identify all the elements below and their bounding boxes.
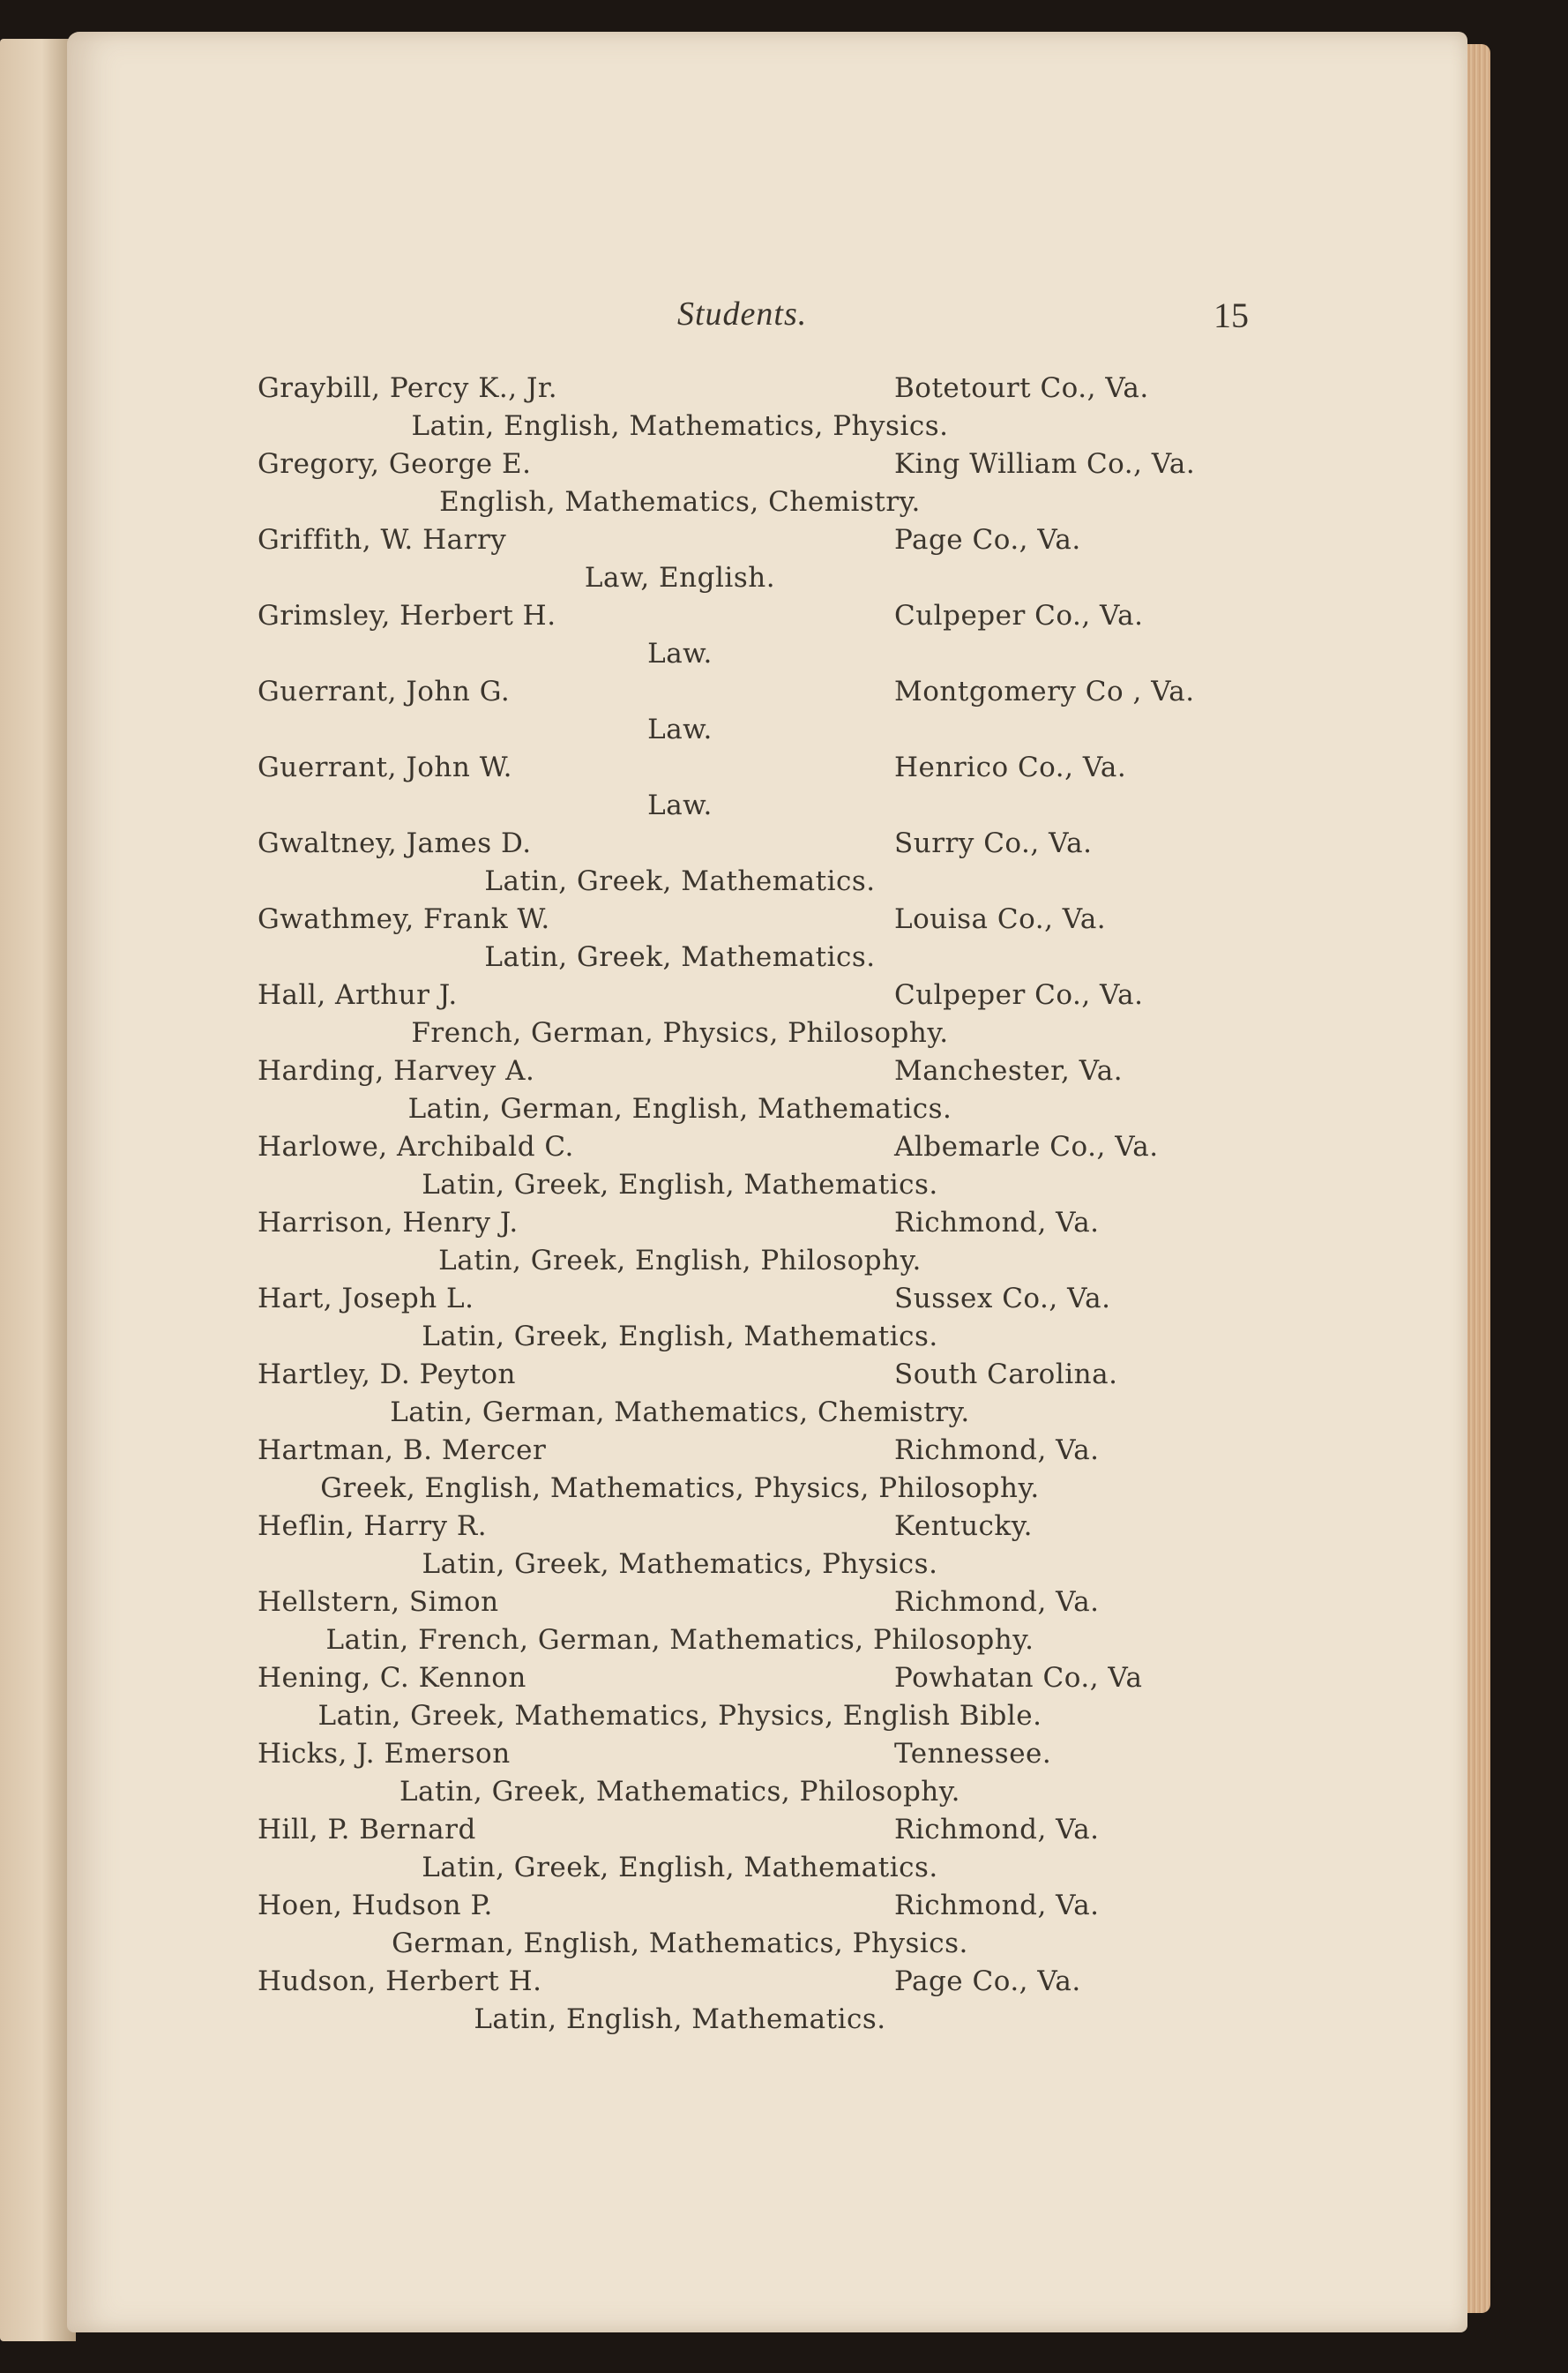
- student-name-row: [67, 1131, 1467, 1169]
- student-courses: Latin, Greek, English, Mathematics.: [422, 1852, 938, 1883]
- student-courses-row: [67, 1321, 1467, 1359]
- student-name: Heflin, Harry R.: [258, 1510, 488, 1542]
- student-courses-row: [67, 1928, 1467, 1965]
- student-home: Richmond, Va.: [894, 1586, 1100, 1618]
- student-home: Culpeper Co., Va.: [894, 600, 1144, 632]
- student-courses: Latin, German, English, Mathematics.: [407, 1093, 952, 1125]
- student-home: Surry Co., Va.: [894, 827, 1093, 859]
- student-list: [67, 372, 1467, 2041]
- student-courses-row: [67, 1852, 1467, 1890]
- student-home: Montgomery Co , Va.: [894, 676, 1195, 707]
- student-name: Hartman, B. Mercer: [258, 1434, 547, 1466]
- student-entry: [67, 1283, 1467, 1359]
- student-name: Hellstern, Simon: [258, 1586, 499, 1618]
- student-entry: [67, 1207, 1467, 1283]
- student-name-row: [67, 979, 1467, 1017]
- student-courses: Latin, German, Mathematics, Chemistry.: [390, 1396, 970, 1428]
- student-courses-row: [67, 714, 1467, 752]
- student-home: Kentucky.: [894, 1510, 1033, 1542]
- student-name-row: [67, 448, 1467, 486]
- student-entry: [67, 827, 1467, 903]
- student-courses: Law, English.: [584, 562, 776, 594]
- student-courses-row: [67, 1700, 1467, 1738]
- student-name-row: [67, 676, 1467, 714]
- student-name-row: [67, 903, 1467, 941]
- student-name-row: [67, 1662, 1467, 1700]
- student-name-row: [67, 1359, 1467, 1396]
- student-name-row: [67, 1510, 1467, 1548]
- student-courses-row: [67, 638, 1467, 676]
- student-name-row: [67, 1434, 1467, 1472]
- student-entry: [67, 600, 1467, 676]
- student-name: Harrison, Henry J.: [258, 1207, 519, 1239]
- left-page-edge: [0, 39, 76, 2341]
- student-courses: Law.: [647, 714, 713, 745]
- student-entry: [67, 903, 1467, 979]
- student-courses-row: [67, 1093, 1467, 1131]
- student-courses-row: [67, 2003, 1467, 2041]
- student-name-row: [67, 1055, 1467, 1093]
- student-entry: [67, 372, 1467, 448]
- student-courses-row: [67, 1169, 1467, 1207]
- student-courses: Latin, Greek, English, Mathematics.: [422, 1169, 938, 1201]
- student-home: Botetourt Co., Va.: [894, 372, 1149, 404]
- student-name: Gwathmey, Frank W.: [258, 903, 550, 935]
- student-courses-row: [67, 941, 1467, 979]
- student-name: Hart, Joseph L.: [258, 1283, 474, 1314]
- student-name-row: [67, 1586, 1467, 1624]
- student-courses-row: [67, 1245, 1467, 1283]
- student-entry: [67, 1586, 1467, 1662]
- student-entry: [67, 752, 1467, 827]
- student-name: Griffith, W. Harry: [258, 524, 507, 556]
- student-name: Hall, Arthur J.: [258, 979, 458, 1011]
- student-courses: German, English, Mathematics, Physics.: [392, 1928, 968, 1959]
- student-name: Graybill, Percy K., Jr.: [258, 372, 558, 404]
- student-home: Page Co., Va.: [894, 1965, 1081, 1997]
- page-number: 15: [1213, 296, 1249, 335]
- student-courses: French, German, Physics, Philosophy.: [411, 1017, 949, 1049]
- student-courses-row: [67, 1472, 1467, 1510]
- student-name: Harlowe, Archibald C.: [258, 1131, 574, 1163]
- student-courses: Latin, English, Mathematics, Physics.: [411, 410, 949, 442]
- student-courses-row: [67, 1624, 1467, 1662]
- student-entry: [67, 1814, 1467, 1890]
- student-home: South Carolina.: [894, 1359, 1118, 1390]
- student-name-row: [67, 1738, 1467, 1776]
- student-courses: English, Mathematics, Chemistry.: [439, 486, 921, 518]
- book-page: [67, 32, 1467, 2332]
- student-courses-row: [67, 1776, 1467, 1814]
- student-name: Grimsley, Herbert H.: [258, 600, 556, 632]
- student-name-row: [67, 1890, 1467, 1928]
- student-home: Albemarle Co., Va.: [894, 1131, 1159, 1163]
- student-name-row: [67, 1207, 1467, 1245]
- student-name-row: [67, 752, 1467, 790]
- student-home: Richmond, Va.: [894, 1814, 1100, 1845]
- student-entry: [67, 1738, 1467, 1814]
- student-entry: [67, 524, 1467, 600]
- student-courses: Latin, Greek, Mathematics.: [484, 941, 876, 973]
- student-entry: [67, 979, 1467, 1055]
- student-courses: Latin, Greek, Mathematics.: [484, 865, 876, 897]
- student-courses: Latin, Greek, Mathematics, Philosophy.: [399, 1776, 961, 1808]
- student-courses: Latin, Greek, English, Mathematics.: [422, 1321, 938, 1352]
- running-title: Students.: [677, 296, 808, 333]
- student-entry: [67, 448, 1467, 524]
- student-home: Richmond, Va.: [894, 1434, 1100, 1466]
- student-courses-row: [67, 486, 1467, 524]
- student-courses: Latin, Greek, English, Philosophy.: [438, 1245, 922, 1276]
- student-entry: [67, 1055, 1467, 1131]
- student-name-row: [67, 524, 1467, 562]
- student-name-row: [67, 1814, 1467, 1852]
- student-courses: Greek, English, Mathematics, Physics, Philosophy.: [320, 1472, 1040, 1504]
- student-courses-row: [67, 562, 1467, 600]
- student-name-row: [67, 1283, 1467, 1321]
- student-home: Henrico Co., Va.: [894, 752, 1127, 783]
- student-entry: [67, 1131, 1467, 1207]
- student-name: Guerrant, John W.: [258, 752, 512, 783]
- student-home: Tennessee.: [894, 1738, 1052, 1770]
- student-entry: [67, 1510, 1467, 1586]
- student-home: Page Co., Va.: [894, 524, 1081, 556]
- student-courses-row: [67, 410, 1467, 448]
- student-home: Richmond, Va.: [894, 1207, 1100, 1239]
- student-name: Hening, C. Kennon: [258, 1662, 526, 1694]
- student-courses: Law.: [647, 638, 713, 670]
- student-home: Powhatan Co., Va: [894, 1662, 1143, 1694]
- page-header: [67, 295, 1467, 339]
- student-courses: Latin, English, Mathematics.: [474, 2003, 886, 2035]
- student-name: Hudson, Herbert H.: [258, 1965, 542, 1997]
- student-entry: [67, 1434, 1467, 1510]
- student-entry: [67, 676, 1467, 752]
- student-home: Manchester, Va.: [894, 1055, 1124, 1087]
- student-name-row: [67, 827, 1467, 865]
- student-name: Hartley, D. Peyton: [258, 1359, 517, 1390]
- student-name: Hill, P. Bernard: [258, 1814, 476, 1845]
- student-courses-row: [67, 1017, 1467, 1055]
- student-entry: [67, 1965, 1467, 2041]
- student-name-row: [67, 600, 1467, 638]
- student-home: Richmond, Va.: [894, 1890, 1100, 1921]
- student-name: Hoen, Hudson P.: [258, 1890, 493, 1921]
- student-name: Hicks, J. Emerson: [258, 1738, 511, 1770]
- student-home: Louisa Co., Va.: [894, 903, 1107, 935]
- student-courses: Latin, Greek, Mathematics, Physics, English Bible.: [317, 1700, 1042, 1732]
- student-courses-row: [67, 790, 1467, 827]
- student-name: Harding, Harvey A.: [258, 1055, 535, 1087]
- student-courses: Law.: [647, 790, 713, 821]
- student-name: Guerrant, John G.: [258, 676, 511, 707]
- student-home: King William Co., Va.: [894, 448, 1196, 480]
- student-name: Gwaltney, James D.: [258, 827, 532, 859]
- student-courses-row: [67, 1396, 1467, 1434]
- student-courses-row: [67, 865, 1467, 903]
- student-name: Gregory, George E.: [258, 448, 532, 480]
- student-name-row: [67, 1965, 1467, 2003]
- student-home: Sussex Co., Va.: [894, 1283, 1111, 1314]
- student-courses: Latin, French, German, Mathematics, Philosophy.: [325, 1624, 1034, 1656]
- student-entry: [67, 1662, 1467, 1738]
- student-home: Culpeper Co., Va.: [894, 979, 1144, 1011]
- student-entry: [67, 1359, 1467, 1434]
- student-courses: Latin, Greek, Mathematics, Physics.: [422, 1548, 938, 1580]
- student-courses-row: [67, 1548, 1467, 1586]
- student-entry: [67, 1890, 1467, 1965]
- student-name-row: [67, 372, 1467, 410]
